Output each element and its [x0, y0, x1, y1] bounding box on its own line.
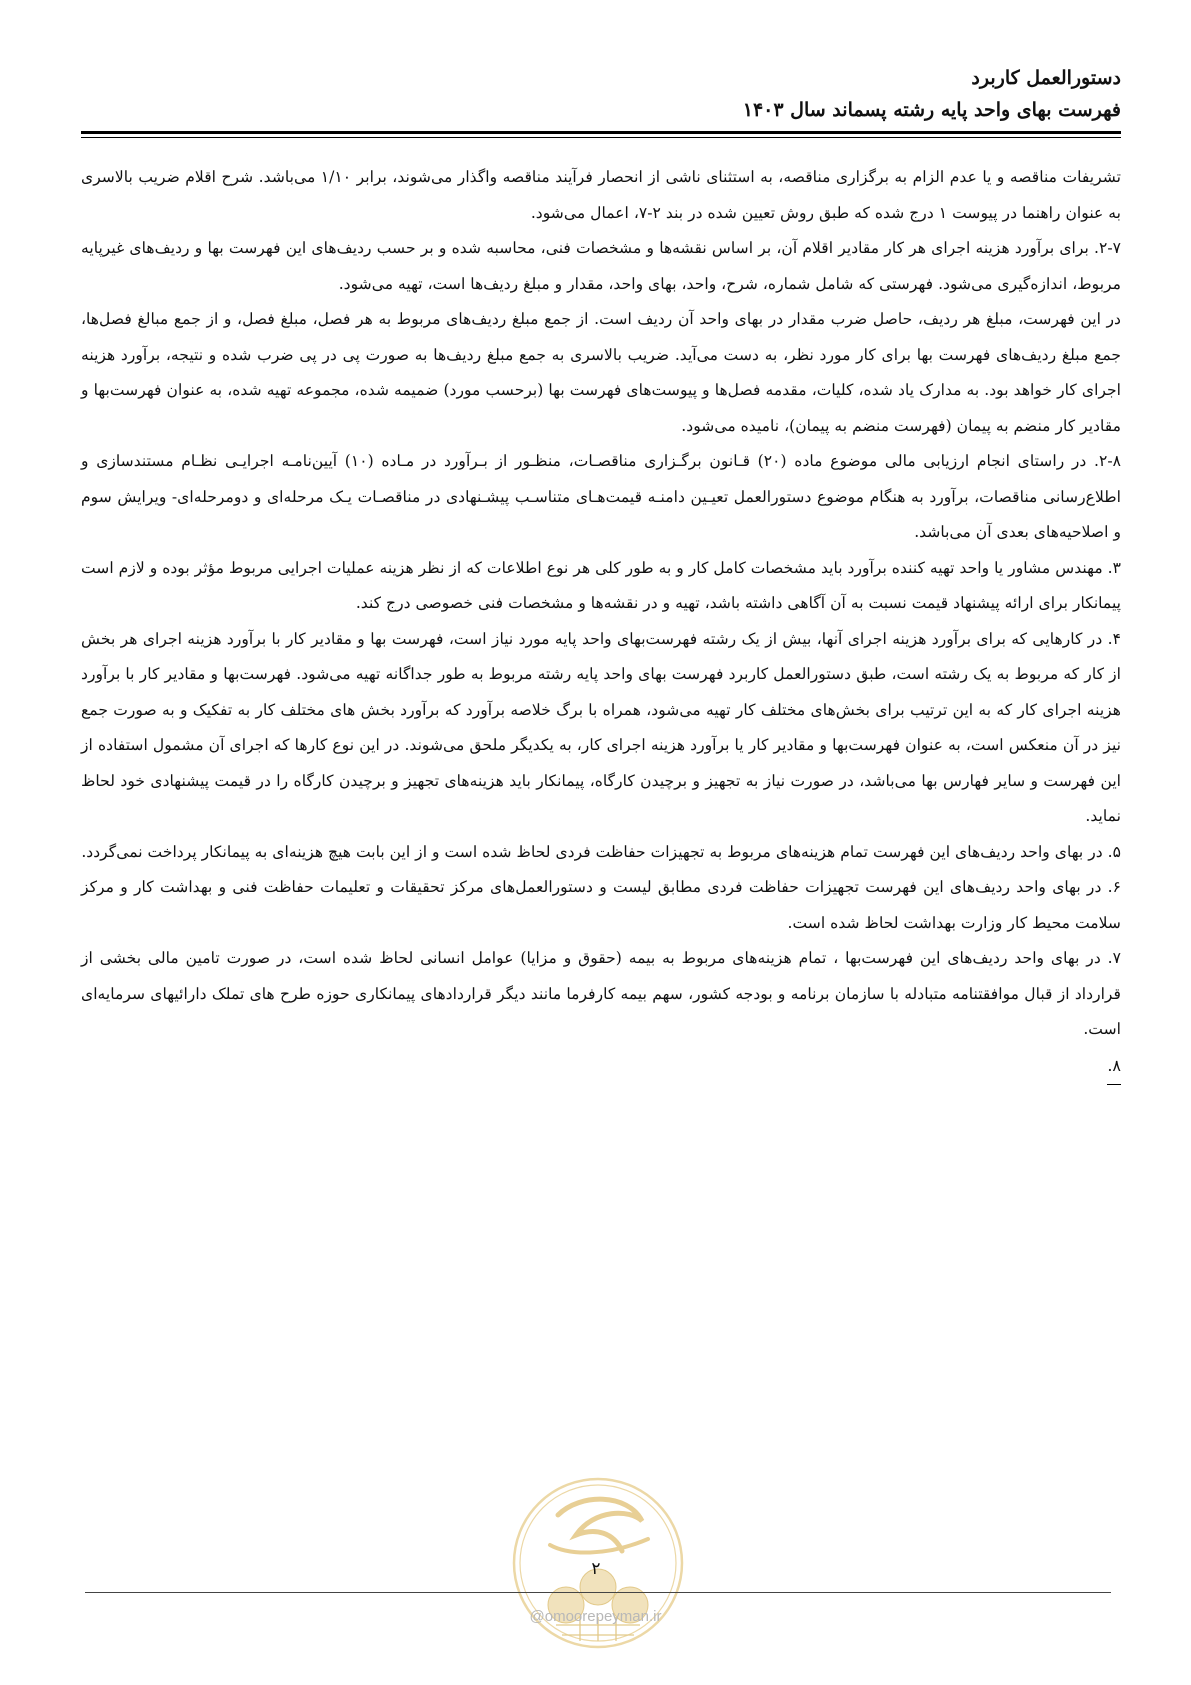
last-list-item: ۸.	[1107, 1048, 1121, 1085]
body-text	[81, 160, 1121, 1085]
paragraph: ۲-۷. برای برآورد هزینه اجرای هر کار مقادیر اقلام آن، بر اساس نقشه‌ها و مشخصات فنی، محاسبه شده و بر حسب ردیف‌های این فهرست بها و ردیف‌های غیرپایه مربوط، اندازه‌گیری می‌شود. فهرستی که شامل شماره، شرح، واحد، بهای واحد، مقدار و مبلغ ردیف‌ها است، تهیه می‌شود.	[81, 239, 1121, 293]
paragraph: ۵. در بهای واحد ردیف‌های این فهرست تمام هزینه‌های مربوط به تجهیزات حفاظت فردی لحاظ شده است و از این بابت هیچ هزینه‌ای به پیمانکار پرداخت نمی‌گردد.	[81, 842, 1121, 861]
footer-rule	[85, 1592, 1111, 1593]
page-header	[81, 62, 1121, 126]
paragraph: ۴. در کارهایی که برای برآورد هزینه اجرای آنها، بیش از یک رشته فهرست‌بهای واحد پایه مورد نیاز است، فهرست بها و مقادیر کار با برآورد هزینه اجرای هر بخش از کار که مربوط به یک رشته است، طبق دستورالعمل کاربرد فهرست بهای واحد پایه رشته مربوط به طور جداگانه تهیه می‌شود. فهرست‌بها و مقادیر کار با برآورد هزینه اجرای کار که به این ترتیب برای بخش‌های مختلف کار تهیه می‌شود، همراه با برگ خلاصه برآورد که برآورد بخش های مختلف کار به تفکیک و به صورت جمع نیز در آن منعکس است، به عنوان فهرست‌بها و مقادیر کار یا برآورد هزینه اجرای کار، به یکدیگر ملحق می‌شوند. در این نوع کارها که اجرای آن مشمول استفاده از این فهرست و سایر فهارس بها می‌باشد، در صورت نیاز به تجهیز و برچیدن کارگاه، پیمانکار باید هزینه‌های تجهیز و برچیدن کارگاه را در قیمت پیشنهادی خود لحاظ نماید.	[81, 629, 1121, 825]
page-number: ۲	[591, 1559, 601, 1579]
paragraph: ۷. در بهای واحد ردیف‌های این فهرست‌بها ، تمام هزینه‌های مربوط به بیمه (حقوق و مزایا) عوامل انسانی لحاظ شده است، در صورت تامین مالی بخشی از قرارداد از قبال موافقتنامه متبادله با سازمان برنامه و بودجه کشور، سهم بیمه کارفرما مانند دیگر قراردادهای پیمانکاری حوزه طرح های تملک دارائیهای سرمایه‌ای است.	[81, 949, 1121, 1038]
header-rule-thick	[81, 131, 1121, 134]
website-watermark: @omoorepeyman.ir	[529, 1608, 662, 1625]
paragraph: ۲-۸. در راستای انجام ارزیابی مالی موضوع ماده (۲۰) قـانون برگـزاری مناقصـات، منظـور از بـرآورد در مـاده (۱۰) آیین‌نامـه اجرایـی نظـام مستندسازی و اطلاع‌رسانی مناقصات، برآورد به هنگام موضوع دستورالعمل تعیـین دامنـه قیمت‌هـای متناسـب پیشـنهادی در مناقصـات یـک مرحله‌ای و دومرحله‌ای- ویرایش سوم و اصلاحیه‌های بعدی آن می‌باشد.	[81, 452, 1122, 541]
document-title: دستورالعمل کاربرد	[971, 67, 1121, 89]
paragraph: در این فهرست، مبلغ هر ردیف، حاصل ضرب مقدار در بهای واحد آن ردیف است. از جمع مبلغ ردیف‌های مربوط به هر فصل، مبلغ فصل، و از جمع مبالغ فصل‌ها، جمع مبلغ ردیف‌های فهرست بها برای کار مورد نظر، به دست می‌آید. ضریب بالاسری به جمع مبلغ ردیف‌ها به صورت پی در پی ضرب شده و نتیجه، برآورد هزینه اجرای کار خواهد بود. به مدارک یاد شده، کلیات، مقدمه فصل‌ها و پیوست‌های فهرست بها (برحسب مورد) ضمیمه شده، مجموعه تهیه شده، به عنوان فهرست‌بها و مقادیر کار منضم به پیمان (فهرست منضم به پیمان)، نامیده می‌شود.	[81, 310, 1121, 435]
paragraph: تشریفات مناقصه و یا عدم الزام به برگزاری مناقصه، به استثنای ناشی از انحصار فرآیند مناقصه واگذار می‌شوند، برابر ۱/۱۰ می‌باشد. شرح اقلام ضریب بالاسری به عنوان راهنما در پیوست ۱ درج شده که طبق روش تعیین شده در بند ۲-۷، اعمال می‌شود.	[81, 168, 1121, 222]
document-subtitle: فهرست بهای واحد پایه رشته پسماند سال ۱۴۰۳	[742, 99, 1121, 121]
header-rule-thin	[81, 137, 1121, 138]
paragraph: ۳. مهندس مشاور یا واحد تهیه کننده برآورد باید مشخصات کامل کار و به طور کلی هر نوع اطلاعات که از نظر هزینه عملیات اجرایی مربوط مؤثر بوده و لازم است پیمانکار برای ارائه پیشنهاد قیمت نسبت به آن آگاهی داشته باشد، تهیه و در نقشه‌ها و مشخصات فنی خصوصی درج کند.	[81, 558, 1121, 612]
paragraph: ۶. در بهای واحد ردیف‌های این فهرست تجهیزات حفاظت فردی مطابق لیست و دستورالعمل‌های مرکز تحقیقات و تعلیمات حفاظت فنی و بهداشت کار و مرکز سلامت محیط کار وزارت بهداشت لحاظ شده است.	[81, 878, 1122, 932]
